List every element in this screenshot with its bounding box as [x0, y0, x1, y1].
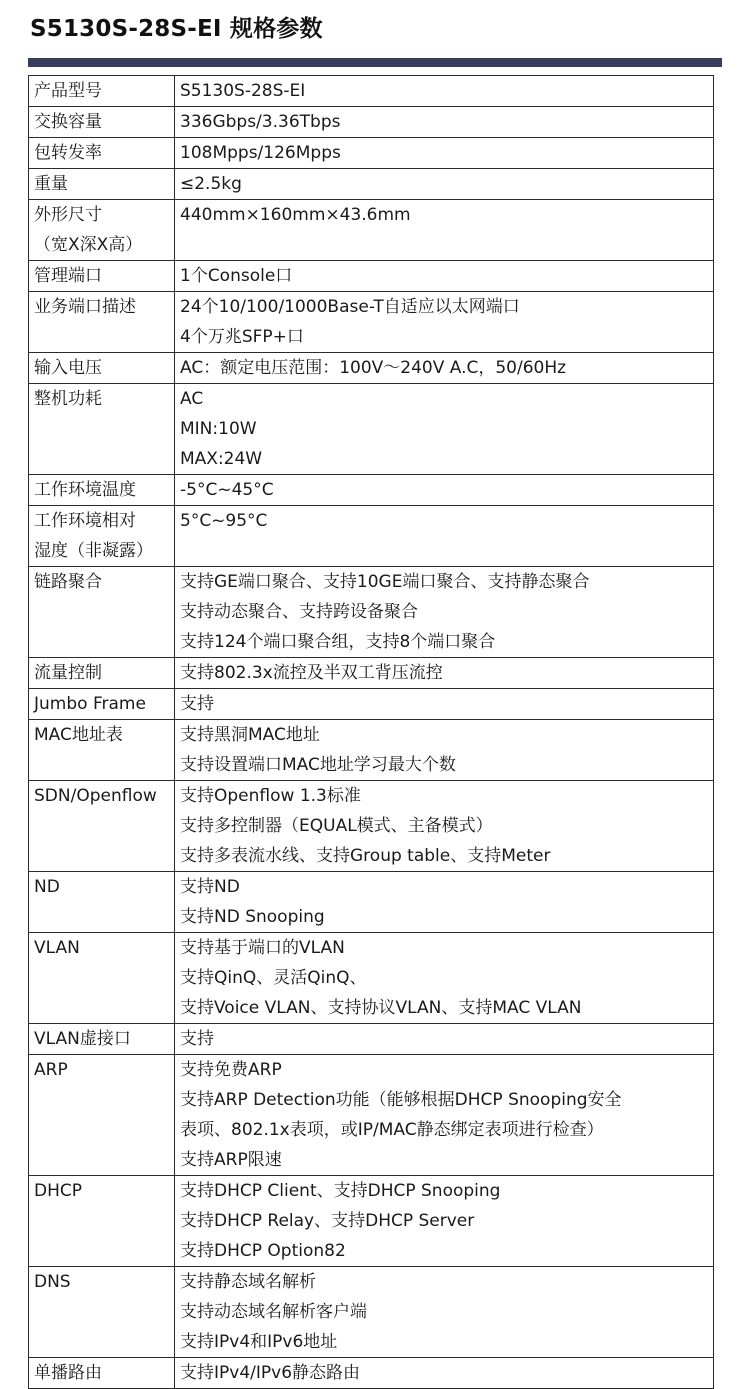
spec-label: ND: [34, 877, 60, 897]
spec-value: 24个10/100/1000Base-T自适应以太网端口: [180, 297, 520, 317]
spec-value: 支持IPv4/IPv6静态路由: [180, 1363, 361, 1383]
spec-value-cell: [175, 292, 714, 353]
spec-label: ARP: [34, 1060, 68, 1080]
spec-row: [29, 169, 714, 200]
title-divider-bar: [28, 58, 722, 67]
spec-label: 流量控制: [34, 663, 102, 683]
spec-row: [29, 872, 714, 933]
spec-row: [29, 720, 714, 781]
spec-value: 支持: [180, 1029, 214, 1049]
spec-value-cell: [175, 720, 714, 781]
spec-label-cell: [29, 138, 175, 169]
spec-label: 交换容量: [34, 112, 102, 132]
spec-label-cell: [29, 384, 175, 475]
spec-value: 支持Openflow 1.3标准: [180, 786, 361, 806]
spec-value-cell: [175, 384, 714, 475]
spec-value: -5°C~45°C: [180, 480, 274, 500]
spec-value: 支持802.3x流控及半双工背压流控: [180, 663, 443, 683]
spec-label: 湿度（非凝露）: [34, 541, 153, 561]
spec-value: 支持Voice VLAN、支持协议VLAN、支持MAC VLAN: [180, 998, 582, 1018]
spec-value-cell: [175, 933, 714, 1024]
spec-value: 440mm×160mm×43.6mm: [180, 205, 411, 225]
spec-row: [29, 200, 714, 261]
spec-label-cell: [29, 1024, 175, 1055]
spec-value-cell: [175, 506, 714, 567]
spec-table: [28, 75, 714, 1389]
spec-label-cell: [29, 720, 175, 781]
spec-row: [29, 475, 714, 506]
spec-label: 单播路由: [34, 1363, 102, 1383]
spec-label: 外形尺寸: [34, 205, 102, 225]
spec-value-cell: [175, 1055, 714, 1176]
spec-value: 支持基于端口的VLAN: [180, 938, 345, 958]
spec-value: 支持免费ARP: [180, 1060, 282, 1080]
spec-value: 支持ARP限速: [180, 1150, 282, 1170]
spec-row: [29, 384, 714, 475]
spec-value: MIN:10W: [180, 419, 257, 439]
spec-value-cell: [175, 475, 714, 506]
spec-label: （宽X深X高）: [34, 235, 143, 255]
spec-label: 链路聚合: [34, 572, 102, 592]
spec-label-cell: [29, 567, 175, 658]
spec-label: 整机功耗: [34, 389, 102, 409]
spec-row: [29, 1024, 714, 1055]
spec-value: 1个Console口: [180, 266, 293, 286]
spec-value-cell: [175, 567, 714, 658]
spec-row: [29, 1176, 714, 1267]
spec-row: [29, 107, 714, 138]
spec-value: 108Mpps/126Mpps: [180, 143, 341, 163]
spec-value: 支持动态聚合、支持跨设备聚合: [180, 602, 418, 622]
spec-value: 支持静态域名解析: [180, 1272, 316, 1292]
spec-value: 4个万兆SFP+口: [180, 327, 304, 347]
spec-label-cell: [29, 200, 175, 261]
spec-label-cell: [29, 1267, 175, 1358]
spec-value: 支持124个端口聚合组，支持8个端口聚合: [180, 632, 496, 652]
spec-value-cell: [175, 1358, 714, 1389]
spec-value: 支持多控制器（EQUAL模式、主备模式）: [180, 816, 493, 836]
spec-value: 支持动态域名解析客户端: [180, 1302, 367, 1322]
spec-label-cell: [29, 506, 175, 567]
spec-label-cell: [29, 261, 175, 292]
spec-label-cell: [29, 107, 175, 138]
spec-row: [29, 567, 714, 658]
spec-value-cell: [175, 1024, 714, 1055]
spec-value-cell: [175, 200, 714, 261]
spec-label: 输入电压: [34, 358, 102, 378]
spec-label-cell: [29, 292, 175, 353]
spec-value: 支持GE端口聚合、支持10GE端口聚合、支持静态聚合: [180, 572, 590, 592]
spec-value: MAX:24W: [180, 449, 263, 469]
spec-row: [29, 689, 714, 720]
spec-value: 支持: [180, 694, 214, 714]
spec-value: S5130S-28S-EI: [180, 81, 306, 101]
spec-label-cell: [29, 933, 175, 1024]
spec-label: 重量: [34, 174, 68, 194]
spec-value-cell: [175, 658, 714, 689]
spec-value: 支持DHCP Option82: [180, 1241, 346, 1261]
spec-value-cell: [175, 1176, 714, 1267]
spec-row: [29, 353, 714, 384]
spec-row: [29, 506, 714, 567]
spec-value: 336Gbps/3.36Tbps: [180, 112, 341, 132]
spec-value: 支持DHCP Client、支持DHCP Snooping: [180, 1181, 501, 1201]
spec-label: 管理端口: [34, 266, 102, 286]
spec-label: DHCP: [34, 1181, 82, 1201]
spec-row: [29, 658, 714, 689]
spec-value: AC: [180, 389, 204, 409]
spec-value: 支持QinQ、灵活QinQ、: [180, 968, 367, 988]
spec-label: 工作环境温度: [34, 480, 136, 500]
spec-row: [29, 781, 714, 872]
spec-row: [29, 76, 714, 107]
spec-label: 业务端口描述: [34, 297, 136, 317]
spec-label: DNS: [34, 1272, 71, 1292]
spec-value-cell: [175, 781, 714, 872]
spec-row: [29, 933, 714, 1024]
spec-value-cell: [175, 872, 714, 933]
spec-row: [29, 1358, 714, 1389]
spec-value: 支持IPv4和IPv6地址: [180, 1332, 338, 1352]
spec-value: ≤2.5kg: [180, 174, 242, 194]
spec-value: 支持DHCP Relay、支持DHCP Server: [180, 1211, 475, 1231]
spec-label-cell: [29, 169, 175, 200]
spec-value: 支持黑洞MAC地址: [180, 725, 320, 745]
spec-value: 5°C~95°C: [180, 511, 268, 531]
spec-label: 包转发率: [34, 143, 102, 163]
spec-value-cell: [175, 169, 714, 200]
spec-value: 支持设置端口MAC地址学习最大个数: [180, 755, 456, 775]
spec-label-cell: [29, 475, 175, 506]
spec-value-cell: [175, 353, 714, 384]
spec-row: [29, 1267, 714, 1358]
spec-value: 支持ARP Detection功能（能够根据DHCP Snooping安全: [180, 1090, 622, 1110]
page-title: S5130S-28S-EI 规格参数: [30, 16, 323, 42]
spec-label-cell: [29, 781, 175, 872]
spec-row: [29, 292, 714, 353]
spec-label-cell: [29, 658, 175, 689]
spec-value-cell: [175, 138, 714, 169]
spec-row: [29, 138, 714, 169]
spec-label: 产品型号: [34, 81, 102, 101]
spec-value-cell: [175, 689, 714, 720]
spec-label-cell: [29, 1358, 175, 1389]
spec-label: 工作环境相对: [34, 511, 136, 531]
spec-value: 支持多表流水线、支持Group table、支持Meter: [180, 846, 551, 866]
spec-label: VLAN: [34, 938, 80, 958]
spec-value: 支持ND Snooping: [180, 907, 325, 927]
spec-value: 表项、802.1x表项，或IP/MAC静态绑定表项进行检查）: [180, 1120, 604, 1140]
spec-value-cell: [175, 107, 714, 138]
spec-row: [29, 261, 714, 292]
spec-value-cell: [175, 1267, 714, 1358]
spec-table-body: [29, 76, 714, 1389]
spec-value-cell: [175, 76, 714, 107]
spec-label-cell: [29, 1055, 175, 1176]
spec-label-cell: [29, 353, 175, 384]
spec-label: VLAN虚接口: [34, 1029, 131, 1049]
spec-label: MAC地址表: [34, 725, 123, 745]
spec-value-cell: [175, 261, 714, 292]
spec-label-cell: [29, 1176, 175, 1267]
spec-label-cell: [29, 689, 175, 720]
spec-label: SDN/Openflow: [34, 786, 157, 806]
spec-label: Jumbo Frame: [34, 694, 146, 714]
spec-label-cell: [29, 76, 175, 107]
spec-row: [29, 1055, 714, 1176]
spec-value: AC：额定电压范围：100V～240V A.C，50/60Hz: [180, 358, 567, 378]
spec-label-cell: [29, 872, 175, 933]
spec-value: 支持ND: [180, 877, 240, 897]
